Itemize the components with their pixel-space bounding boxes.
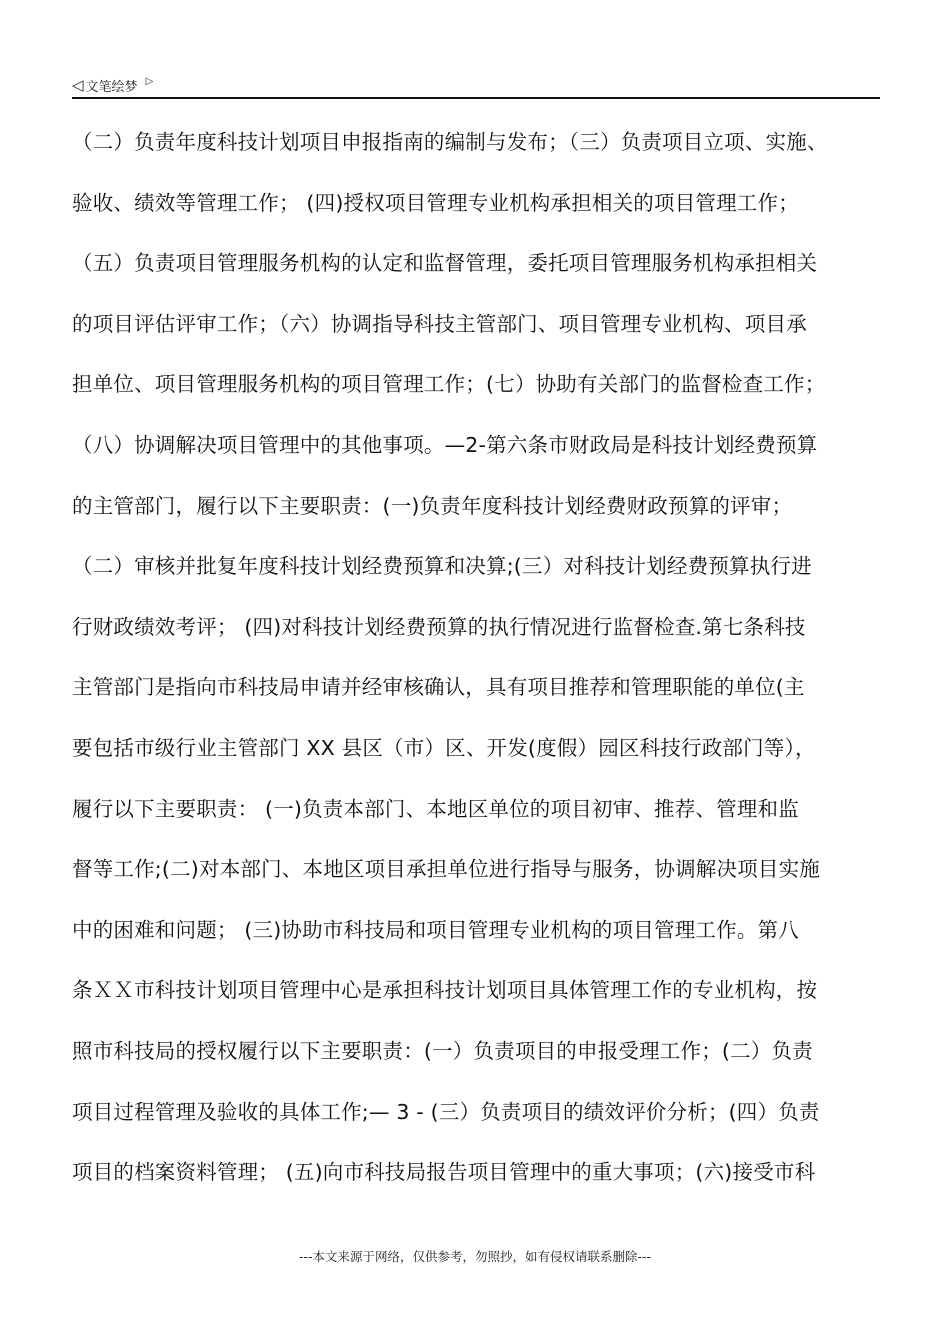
page-footer: ---本文来源于网络，仅供参考，勿照抄，如有侵权请联系删除--- [298,1249,652,1264]
text-line: 的项目评估评审工作；（六）协调指导科技主管部门、项目管理专业机构、项目承 [72,311,807,336]
text-line: 行财政绩效考评； (四)对科技计划经费预算的执行情况进行监督检查.第七条科技 [72,614,806,639]
triangle-right-icon: ▷ [145,76,154,87]
header-title: 文笔绘梦 [85,79,138,95]
text-line: 项目过程管理及验收的具体工作;— 3 - (三）负责项目的绩效评价分析；(四）负责 [72,1099,820,1124]
text-line: （五）负责项目管理服务机构的认定和监督管理，委托项目管理服务机构承担相关 [72,251,818,276]
text-line: 验收、绩效等管理工作； (四)授权项目管理专业机构承担相关的项目管理工作； [72,190,799,215]
text-line: 中的困难和问题； (三)协助市科技局和项目管理专业机构的项目管理工作。第八 [72,917,799,942]
page-header [72,74,153,96]
text-line: 履行以下主要职责： (一)负责本部门、本地区单位的项目初审、推荐、管理和监 [72,796,799,821]
text-line: 条ＸＸ市科技计划项目管理中心是承担科技计划项目具体管理工作的专业机构，按 [72,978,818,1003]
text-line: （二）审核并批复年度科技计划经费预算和决算;(三）对科技计划经费预算执行进 [72,554,812,579]
text-line: 的主管部门，履行以下主要职责：(一)负责年度科技计划经费财政预算的评审； [72,493,793,518]
header-rule [72,97,880,99]
text-line: 照市科技局的授权履行以下主要职责：(一）负责项目的申报受理工作；(二）负责 [72,1038,813,1063]
text-line: 要包括市级行业主管部门 XX 县区（市）区、开发(度假）园区科技行政部门等）， [72,735,816,760]
document-body [72,122,882,1213]
text-line: 项目的档案资料管理； (五)向市科技局报告项目管理中的重大事项；(六)接受市科 [72,1160,816,1185]
triangle-left-icon: ◁ [72,75,84,94]
text-line: 担单位、项目管理服务机构的项目管理工作；(七）协助有关部门的监督检查工作； [72,372,826,397]
text-line: （二）负责年度科技计划项目申报指南的编制与发布；（三）负责项目立项、实施、 [72,130,828,154]
text-line: 督等工作;(二)对本部门、本地区项目承担单位进行指导与服务，协调解决项目实施 [72,857,821,882]
text-line: （八）协调解决项目管理中的其他事项。—2-第六条市财政局是科技计划经费预算 [72,432,818,457]
text-line: 主管部门是指向市科技局申请并经审核确认，具有项目推荐和管理职能的单位(主 [72,675,805,700]
